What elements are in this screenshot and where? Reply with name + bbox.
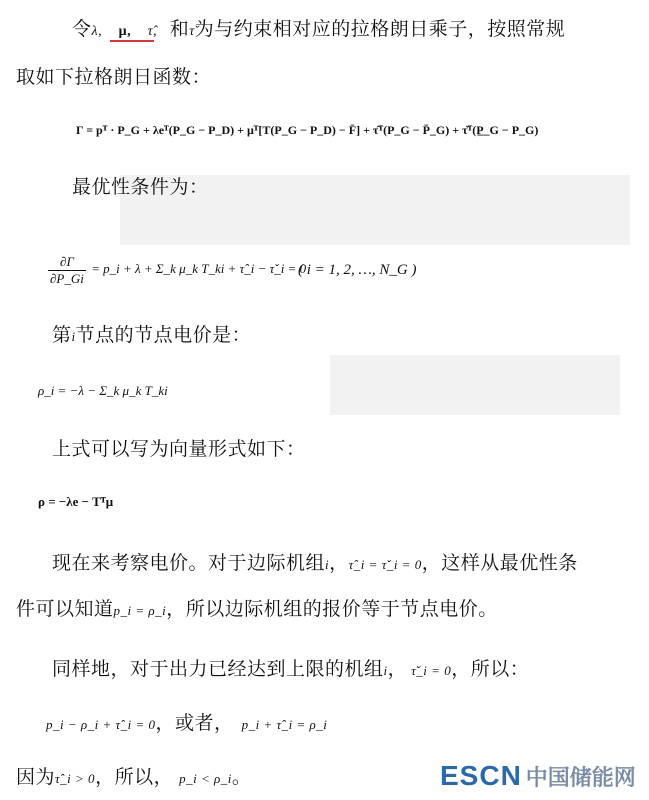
text-segment: 为与约束相对应的拉格朗日乘子，按照常规: [194, 18, 566, 40]
text-segment: ，所以边际机组的报价等于节点电价。: [166, 598, 498, 620]
watermark-logo: [440, 760, 636, 792]
paragraph-marginal-line2: [16, 594, 498, 621]
paragraph-marginal-line1: 现在来考察电价。对于边际机组i，τ̂_i = τ̌_i = 0，这样从最优性条: [52, 552, 578, 574]
paragraph-intro-line1: [72, 14, 565, 41]
inline-equation: p_i + τ̂_i = ρ_i: [241, 717, 328, 732]
fraction-denominator: ∂P_Gi: [50, 271, 84, 286]
text-segment: ，所以，: [95, 766, 174, 788]
equation-vector: ρ = −λe − Tᵀμ: [38, 494, 114, 509]
index-i: i: [383, 663, 388, 678]
text-segment: 和: [169, 18, 190, 40]
heading-nodal-price: [52, 320, 251, 347]
heading-optimality: 最优性条件为：: [72, 176, 209, 198]
paragraph-or: [46, 708, 327, 735]
text-segment: ，或者，: [155, 712, 234, 734]
inline-equation: p_i − ρ_i + τ̂_i = 0: [46, 717, 156, 732]
paragraph-intro-line2: 取如下拉格朗日函数：: [16, 66, 212, 88]
watermark-brand: ESCN: [440, 760, 522, 791]
text-segment: 件可以知道: [16, 598, 114, 620]
index-i: i: [325, 557, 330, 572]
equation-nodal-price: ρ_i = −λ − Σ_k μ_k T_ki: [38, 383, 168, 398]
inline-condition: τ̂_i > 0: [55, 771, 96, 786]
text-segment: 令: [72, 18, 92, 40]
equation-optimality-range: ( i = 1, 2, …, N_G ): [298, 262, 417, 278]
tau-check-symbol: τ̌: [189, 24, 195, 39]
equation-lagrangian: [76, 122, 538, 138]
lambda-symbol: λ,: [91, 24, 103, 39]
paragraph-upper-limit: 同样地，对于出力已经达到上限的机组i， τ̌_i = 0，所以：: [52, 658, 530, 680]
text-segment: 现在来考察电价。对于边际机组: [52, 552, 326, 574]
paragraph-conclusion: [16, 762, 251, 789]
inline-condition: τ̂_i = τ̌_i = 0: [348, 557, 422, 572]
inline-condition: τ̌_i = 0: [411, 663, 452, 678]
equation-optimality: [48, 254, 306, 287]
heading-vector-form: 上式可以写为向量形式如下：: [52, 438, 306, 460]
mu-symbol: μ,: [118, 24, 132, 39]
equation-lagrangian-text: Γ = pᵀ · P_G + λeᵀ(P_G − P_D) + μᵀ[T(P_G − P_D) − F̄] + τ̂ᵀ(P_G − P̄_G) + τ̌ᵀ(P̲_G − P_G): [76, 123, 539, 137]
text-segment: ，这样从最优性条: [421, 552, 578, 574]
text-segment: 因为: [16, 766, 56, 788]
text-segment: 节点的节点电价是：: [75, 324, 252, 346]
watermark-cn: 中国储能网: [525, 765, 636, 790]
red-underline: [110, 40, 154, 42]
fraction-numerator: ∂Γ: [48, 254, 86, 271]
text-segment: 同样地，对于出力已经达到上限的机组: [52, 658, 384, 680]
text-segment: 。: [231, 766, 252, 788]
equation-optimality-body: = p_i + λ + Σ_k μ_k T_ki + τ̂_i − τ̌_i = 0: [91, 261, 307, 277]
text-segment: 第: [52, 324, 72, 346]
tau-hat-symbol: τ̂,: [147, 24, 158, 39]
index-i: i: [71, 329, 76, 344]
text-segment: ，所以：: [451, 658, 530, 680]
fraction: [48, 254, 86, 287]
scan-shading-lower: [330, 355, 620, 415]
inline-equation: p_i < ρ_i: [179, 771, 232, 786]
inline-equation: p_i = ρ_i: [113, 603, 167, 618]
